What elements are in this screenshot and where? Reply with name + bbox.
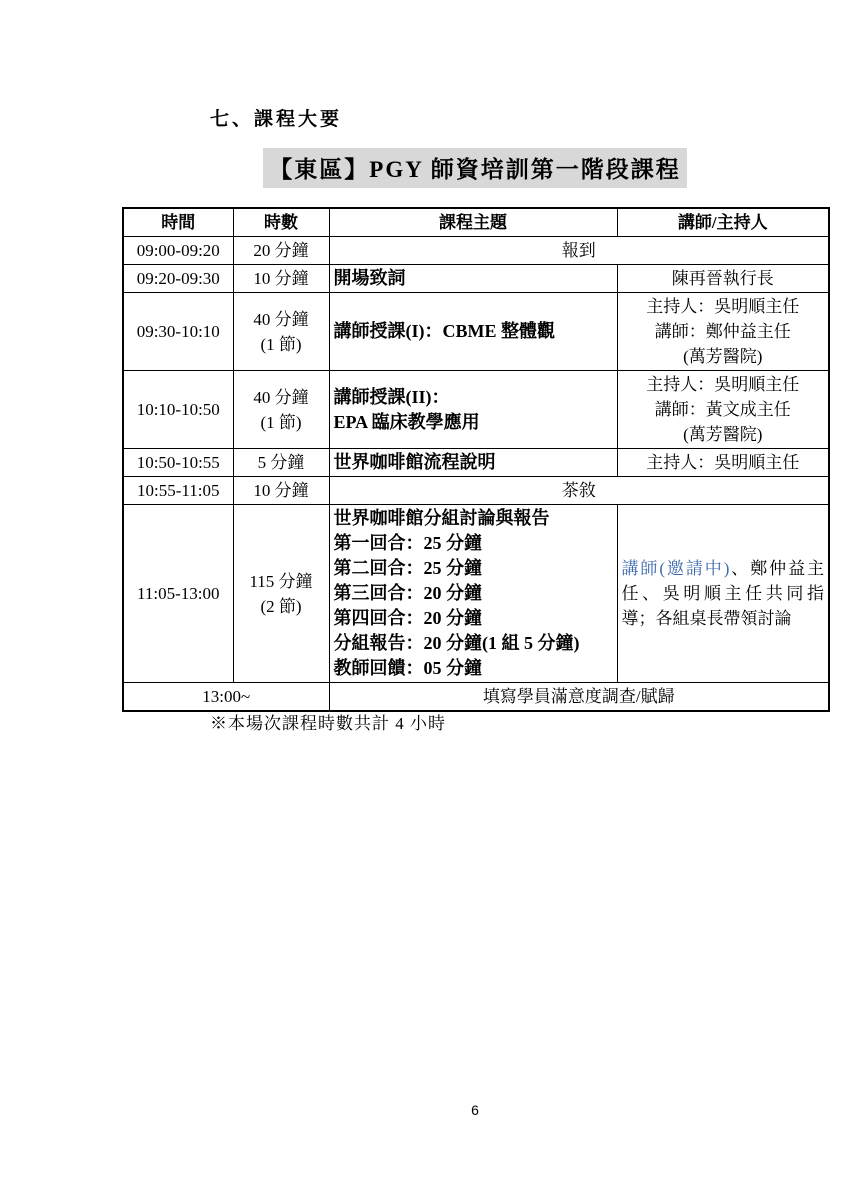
topic-cell: 世界咖啡館流程說明 [329,449,617,477]
speaker-cell: 陳再晉執行長 [617,265,829,293]
topic-cell: 開場致詞 [329,265,617,293]
duration-cell: 40 分鐘 (1 節) [233,293,329,371]
footnote: ※本場次課程時數共計 4 小時 [210,714,446,733]
topic-cell: 講師授課(I)：CBME 整體觀 [329,293,617,371]
time-cell: 10:50-10:55 [123,449,233,477]
duration-cell: 115 分鐘 (2 節) [233,505,329,683]
topic-cell: 茶敘 [329,477,829,505]
section-heading: 七、課程大要 [210,109,343,130]
table-row [123,505,829,683]
table-row [123,265,829,293]
speaker-cell: 主持人：吳明順主任 講師：黃文成主任 (萬芳醫院) [617,371,829,449]
time-cell: 09:30-10:10 [123,293,233,371]
course-title: 【東區】PGY 師資培訓第一階段課程 [263,148,686,188]
header-speaker: 講師/主持人 [617,208,829,237]
speaker-cell: 主持人：吳明順主任 講師：鄭仲益主任 (萬芳醫院) [617,293,829,371]
table-row [123,683,829,712]
header-time: 時間 [123,208,233,237]
time-cell: 09:00-09:20 [123,237,233,265]
topic-cell: 世界咖啡館分組討論與報告 第一回合：25 分鐘 第二回合：25 分鐘 第三回合：20 分鐘 第四回合：20 分鐘 分組報告：20 分鐘(1 組 5 分鐘) 教師回饋：05 分鐘 [329,505,617,683]
speaker-cell [617,505,829,683]
duration-cell: 10 分鐘 [233,265,329,293]
duration-cell: 40 分鐘 (1 節) [233,371,329,449]
page-number: 6 [471,1102,479,1118]
pending-invite-text: 講師(邀請中) [621,559,730,578]
topic-cell: 報到 [329,237,829,265]
table-row [123,237,829,265]
header-topic: 課程主題 [329,208,617,237]
course-title-wrap [122,148,828,188]
table-row [123,477,829,505]
schedule-table [122,207,830,712]
time-cell: 11:05-13:00 [123,505,233,683]
schedule-table-body [123,237,829,712]
duration-cell: 20 分鐘 [233,237,329,265]
topic-cell: 填寫學員滿意度調查/賦歸 [329,683,829,712]
speaker-text: 、鄭仲益主任、吳明順主任共同指導；各組桌長帶領討論 [621,559,824,628]
time-cell: 09:20-09:30 [123,265,233,293]
time-cell: 10:55-11:05 [123,477,233,505]
time-cell: 13:00~ [123,683,329,712]
header-duration: 時數 [233,208,329,237]
time-cell: 10:10-10:50 [123,371,233,449]
topic-cell: 講師授課(II)： EPA 臨床教學應用 [329,371,617,449]
duration-cell: 5 分鐘 [233,449,329,477]
table-row [123,449,829,477]
table-header-row [123,208,829,237]
speaker-cell: 主持人：吳明順主任 [617,449,829,477]
table-row [123,371,829,449]
duration-cell: 10 分鐘 [233,477,329,505]
table-row [123,293,829,371]
